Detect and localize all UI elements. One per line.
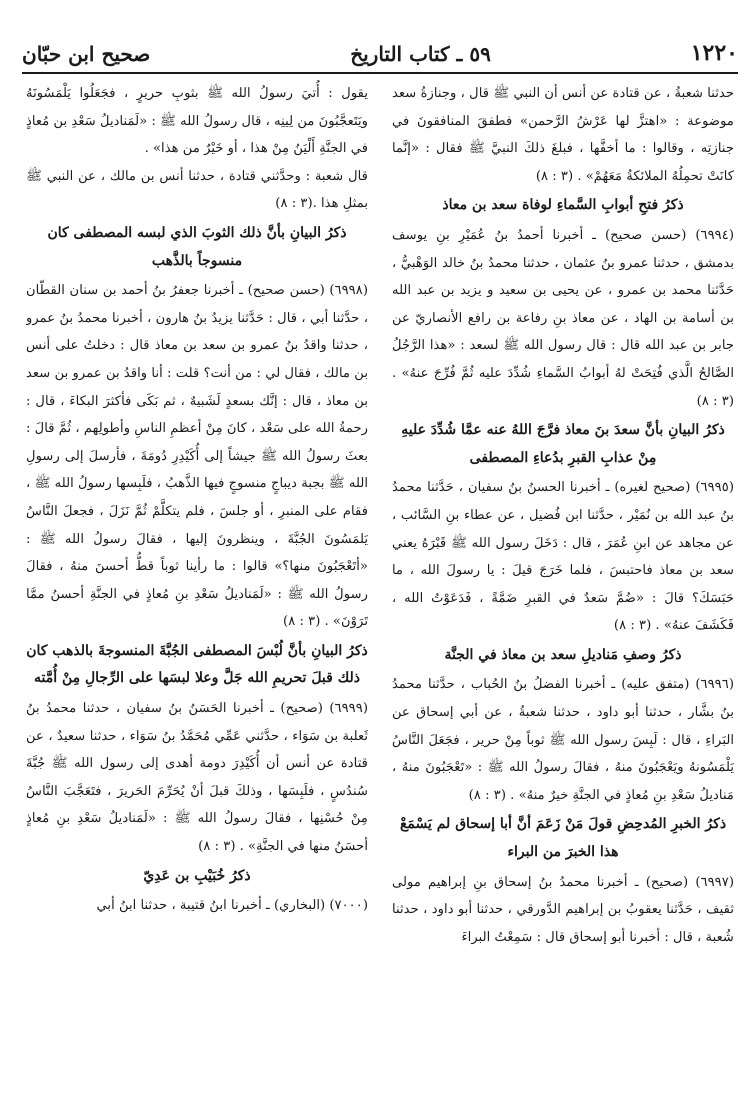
section-heading: ذكرُ البيانِ بأنَّ سعدَ بنَ معاذ فرَّجَ اللهُ عنه عمَّا شُدِّدَ عليهِ مِنْ عذابِ القبرِ بدُعاءِ المصطفى (401, 422, 725, 466)
page-number: ١٢٢٠ (690, 40, 738, 66)
text-paragraph: (٦٩٩٦) (متفق عليه) ـ أخبرنا الفضلُ بنُ الحُباب ، حدَّثنا محمدُ بنُ بشَّار ، حدثنا أبو داود ، حدثنا شعبةُ ، عن أبي إسحاق عن البَراءِ ، قال : لَبِسَ رسول الله ﷺ ثوباً مِنْ حرير ، فجَعَلَ النَّاسُ يَلْمَسُونهُ ويَعْجَبُونَ منهُ ، فقالَ رسولُ الله ﷺ : «تَعْجَبُونَ منهُ ، مَناديلُ سَعْدِ بنِ مُعاذٍ في الجنَّةِ خيرٌ منهُ» . (٣ : ٨) (392, 677, 734, 803)
page-header (22, 30, 738, 66)
section-heading: ذكرُ وصفِ مَناديلِ سعد بن معاذ في الجنَّة (444, 646, 682, 663)
text-paragraph: حدثنا شعبةُ ، عن قتادة عن أنس أن النبي ﷺ قال ، وجنازةُ سعد موضوعة : «اهتزَّ لها عَرْشُ الرَّحمن» فطفقَ المنافقونَ في جنازتِه ، وقالوا : ما أخفَّها ، فبلغَ ذلكَ النبيَّ ﷺ فقال : «إنَّما كانَتْ تحمِلُهُ الملائكةُ مَعَهُمْ» . (٣ : ٨) (392, 86, 734, 184)
text-paragraph: (٦٩٩٧) (صحيح) ـ أخبرنا محمدُ بنُ إسحاق بنِ إبراهيم مولى ثقيف ، حَدَّثنا يعقوبُ بن إبراهيم الدَّورقي ، حدثنا أبو داود ، حدثنا شُعبة ، قال : أخبرنا أبو إسحاق قال : سَمِعْتُ البراءَ (392, 874, 734, 945)
section-heading: ذكرُ فتحِ أبوابِ السَّماءِ لوفاة سعد بن معاذ (442, 197, 684, 214)
text-paragraph: قال شعبة : وحدَّثني قتادة ، حدثنا أنس بن مالك ، عن النبي ﷺ بمثلِ هذا .(٣ : ٨) (26, 168, 368, 212)
text-paragraph: (٧٠٠٠) (البخاري) ـ أخبرنا ابنُ قتيبة ، حدثنا ابنُ أبي (96, 898, 368, 914)
header-rule (22, 72, 738, 74)
section-heading: ذكرُ الخبرِ المُدحِضِ قولَ مَنْ زَعَمَ أنَّ أبا إسحاق لم يَسْمَعْ هذا الخبرَ من البراء (399, 816, 727, 861)
book-title: صحيح ابن حبّان (22, 42, 151, 66)
text-paragraph: (٦٩٩٨) (حسن صحيح) ـ أخبرنا جعفرُ بنُ أحمد بن سنان القطّان ، حدَّثنا أبي ، قال : حَدَّثنا يزيدُ بنُ هارون ، أخبرنا محمدُ بنُ عمرو ، حدثنا واقدُ بنُ عمرو بن سعد بن معاذ قال : دخلتُ على أنس بن مالك ، فقال لي : من أنت؟ قلت : أنا واقدُ بن عمرو بن سعد بن معاذ ، قال : إنَّك بسعدٍ لَشَبيهٌ ، ثم بَكَى فأكثرَ البكاءَ ، قال : رحمةُ الله على سَعْد ، كانَ مِنْ أعظمِ الناسِ وأطولِهم ، ثُمَّ قالَ : بعثَ رسولُ الله ﷺ جيشاً إلى أُكَيْدِرِ دُومَةَ ، فأرسلَ إلى رسولِ الله ﷺ بجبة ديباجٍ منسوجٍ فيها الذَّهبُ ، فلَبِسها رسولُ الله ﷺ ، فقام على المنبرِ ، أو جلسَ ، فلم يتكلَّمْ ثُمَّ نَزَلَ ، فجعلَ النَّاسُ يَلمَسُونَ الجُبَّةَ ، وينظرونَ إليها ، فقالَ رسولُ الله ﷺ : «أتَعْجَبُونَ منها؟» قالوا : ما رأينا ثوباً قطُّ أحسنَ منهُ ، فقالَ رسولُ الله ﷺ : «لَمَناديلُ سَعْدِ بنِ مُعاذٍ في الجنَّةِ أحسنُ ممَّا تَرَوْنَ» . (٣ : ٨) (26, 283, 368, 630)
text-paragraph: (٦٩٩٩) (صحيح) ـ أخبرنا الحَسَنُ بنُ سفيان ، حدثنا محمدُ بنُ ثَعلبة بن سَوَاء ، حدَّثني عَمِّي مُحَمَّدُ بنُ سَوَاء ، حدثنا سعيدٌ ، عن قتادة عن أنس أن أُكَيْدِرَ دومة أهدى إلى رسول الله ﷺ جُبَّةَ سُندُسٍ ، فلَبِسَها ، وذلكَ قبلَ أنْ يُحَرِّمَ الحَريرَ ، فتَعَجَّبَ النَّاسُ مِنْ حُسْنِها ، فقالَ رسولُ الله ﷺ : «لَمَناديلُ سَعْدِ بنِ مُعاذٍ أحسَنُ منها في الجنَّةِ» . (٣ : ٨) (26, 701, 368, 855)
text-paragraph: (٦٩٩٥) (صحيح لغيره) ـ أخبرنا الحسنُ بنُ سفيان ، حَدَّثنا محمدُ بنُ عبد الله بن نُمَيْر ، حدَّثنا ابن فُضيل ، عن عطاء بنِ السَّائب ، عن مجاهد عن ابنِ عُمَرَ ، قال : دَخَلَ رسول الله ﷺ قَبْرَهُ يعني سعد بن معاذ فاحتبسَ ، فلما خَرَجَ قيلَ : يا رسولَ الله ، ما حَبَسَكَ؟ قالَ : «ضُمَّ سَعدٌ في القبرِ ضَمَّةً ، فَدَعَوْتُ الله ، فَكَشَفَ عنهُ» . (٣ : ٨) (392, 480, 734, 634)
section-heading: ذكرُ البيانِ بأنَّ ذلك الثوبَ الذي لبسه المصطفى كان منسوجاً بالذَّهب (47, 224, 347, 269)
chapter-title: ٥٩ ـ كتاب التاريخ (350, 42, 491, 66)
text-paragraph: (٦٩٩٤) (حسن صحيح) ـ أخبرنا أحمدُ بنُ عُمَيْرِ بنِ يوسف بدمشق ، حدثنا عمرو بنُ عثمان ، حدثنا محمدُ بنُ خالد الوَهْبيُّ ، حَدَّثنا محمد بن عمرو ، عن يحيى بن سعيد و يزيد بن عبد الله بن أسامة بن الهاد ، عن معاذ بنِ رفاعة بن رافع الأنصاريّ عن جابر بن عبد الله قال : قال رسول الله ﷺ لسعد : «هذا الرَّجُلُ الصَّالحُ الَّذي فُتِحَتْ لهُ أبوابُ السَّماءِ شُدِّدَ عليه ثُمَّ فُرِّجَ عنهُ» . (٣ : ٨) (392, 227, 734, 409)
right-column (392, 80, 734, 1090)
left-column (26, 80, 368, 1090)
section-heading: ذكرُ البيانِ بأنَّ لُبْسَ المصطفى الجُبَّةَ المنسوجةَ بالذهب كان ذلك قبلَ تحريمِ الله جَلَّ وعلا لبسَها على الرِّجالِ مِنْ أُمَّته (26, 642, 368, 687)
section-heading: ذكرُ خُبَيْبِ بن عَدِيّ (143, 867, 251, 884)
text-paragraph: يقول : أُتيَ رسولُ الله ﷺ بثوبِ حريرٍ ، فجَعَلُوا يَلْمَسُونَهُ ويَتَعجَّبُونَ من لِينِه ، قال رسولُ الله ﷺ : «لَمَناديلُ سَعْدِ بن مُعاذٍ في الجنَّةِ أَلْيَنُ مِنْ هذا ، أو خَيْرٌ من هذا» . (26, 86, 368, 157)
